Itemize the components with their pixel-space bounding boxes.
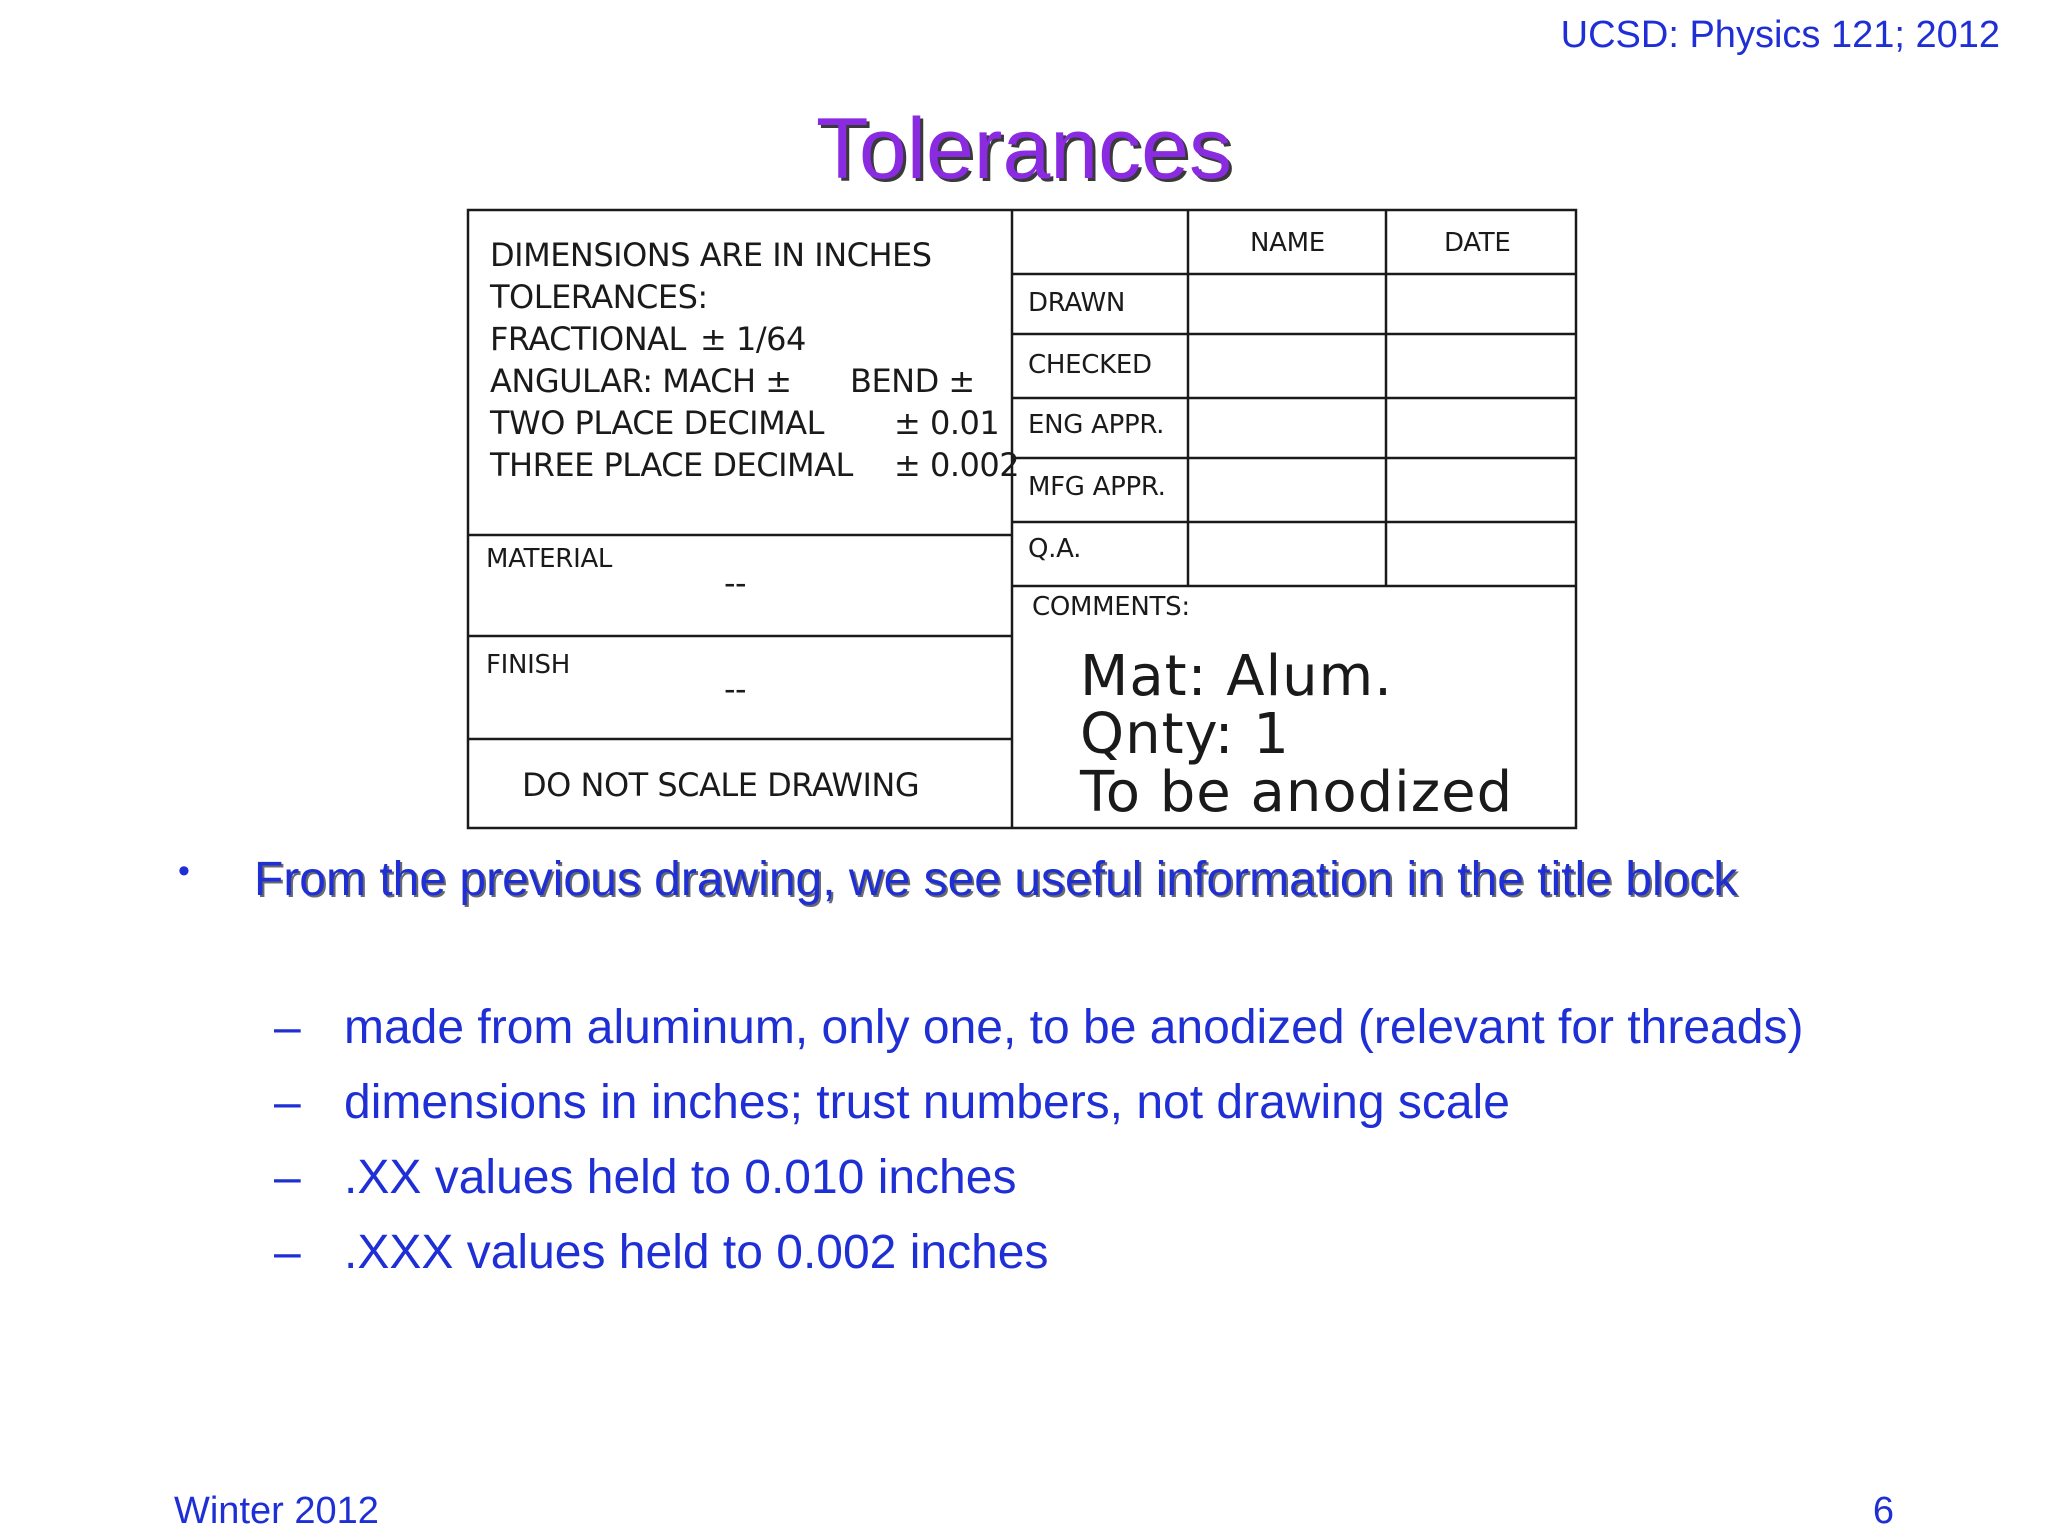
two-place-label: TWO PLACE DECIMAL [490,404,824,442]
sub-bullet-text: made from aluminum, only one, to be anodized (relevant for threads) [344,1001,1804,1054]
col-name: NAME [1250,228,1325,258]
dash-marker: – [274,1076,301,1129]
three-place-label: THREE PLACE DECIMAL [490,446,853,484]
sub-bullet [0,1075,2048,1145]
dash-marker: – [274,1226,301,1279]
dash-marker: – [274,1001,301,1054]
two-place-value: ± 0.01 [894,404,1000,442]
fractional-label: FRACTIONAL [490,320,686,358]
finish-label: FINISH [486,650,570,680]
comments-label: COMMENTS: [1032,592,1190,622]
finish-value: -- [724,670,747,708]
tolerances-label: TOLERANCES: [490,278,708,316]
row-eng-appr: ENG APPR. [1028,410,1165,440]
comment-line-1: Mat: Alum. [1080,644,1393,709]
material-label: MATERIAL [486,544,613,574]
bullet-main: From the previous drawing, we see useful information in the title block [254,853,1738,906]
angular-label: ANGULAR: MACH ± [490,362,792,400]
bend-label: BEND ± [850,362,975,400]
comment-line-3: To be anodized [1080,760,1514,825]
row-drawn: DRAWN [1028,288,1126,318]
scale-note: DO NOT SCALE DRAWING [522,766,920,804]
three-place-value: ± 0.002 [894,446,1020,484]
row-checked: CHECKED [1028,350,1152,380]
material-value: -- [724,564,747,602]
title-block-image [466,208,1578,830]
row-mfg-appr: MFG APPR. [1028,472,1166,502]
sub-bullet-text: .XXX values held to 0.002 inches [344,1226,1049,1279]
fractional-value: ± 1/64 [700,320,806,358]
course-header: UCSD: Physics 121; 2012 [1560,14,2000,56]
sub-bullet [0,1225,2048,1295]
bullet-dot: • [178,852,190,890]
sub-bullet [0,1150,2048,1220]
dimensions-note: DIMENSIONS ARE IN INCHES [490,236,932,274]
slide-title: Tolerances [816,101,1232,197]
col-date: DATE [1444,228,1511,258]
page-number: 6 [1872,1490,1894,1532]
row-qa: Q.A. [1028,534,1082,564]
sub-bullet-text: .XX values held to 0.010 inches [344,1151,1017,1204]
sub-bullet-text: dimensions in inches; trust numbers, not drawing scale [344,1076,1510,1129]
footer-term: Winter 2012 [174,1490,379,1532]
comment-line-2: Qnty: 1 [1080,702,1290,767]
dash-marker: – [274,1151,301,1204]
sub-bullet [0,1000,2048,1070]
